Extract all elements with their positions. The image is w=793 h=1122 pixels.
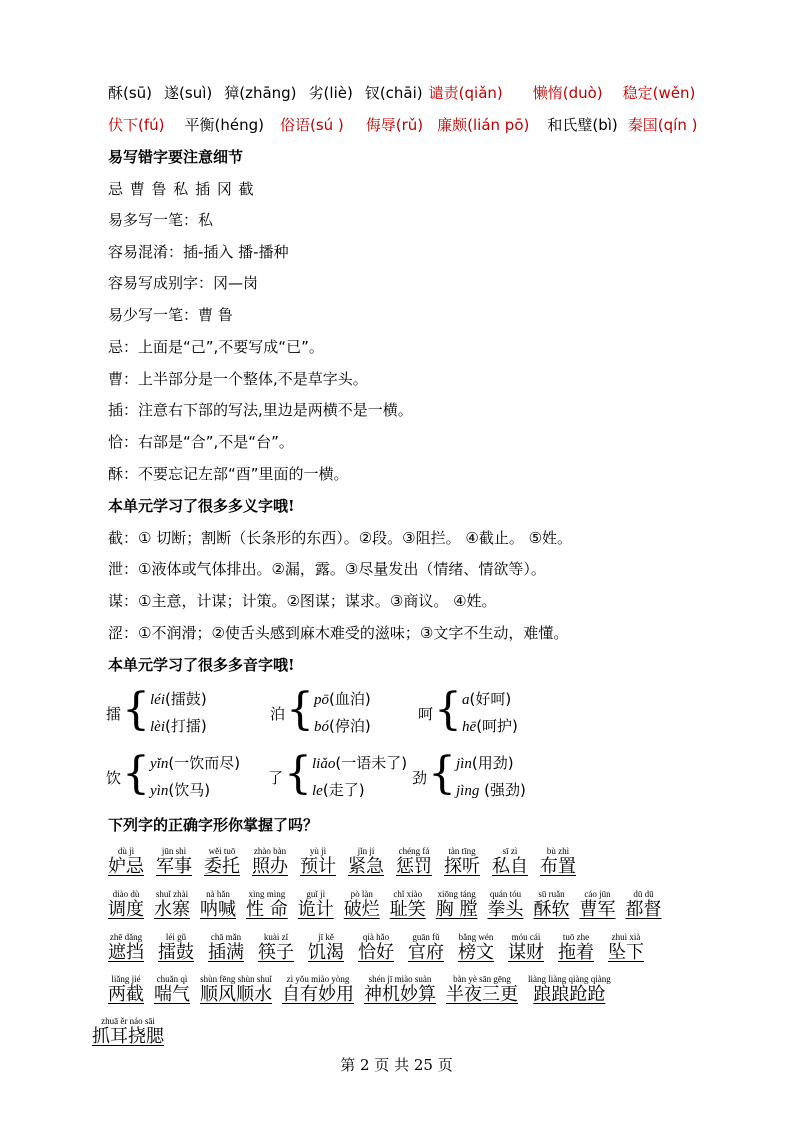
heading-correct-form: 下列字的正确字形你掌握了吗？ [108, 816, 319, 834]
heading-polyphone: 本单元学习了很多多音字哦! [108, 656, 295, 674]
pinyin-entry: 秦国(qín ) [627, 116, 698, 134]
ruby-chars: 半夜三更 [446, 984, 518, 1005]
ruby-word [579, 889, 615, 921]
ruby-chars: 拳头 [487, 899, 524, 920]
page-footer: 第 2 页 共 25 页 [340, 1056, 453, 1074]
ruby-word [108, 889, 144, 921]
ruby-chars: 耻笑 [389, 899, 426, 920]
ruby-pinyin: chéng fá [398, 846, 430, 856]
polyphone-group: 了 { liǎo(一语未了) le(走了) [268, 748, 408, 799]
polyphone-group: 擂 { léi(擂鼓) lèi(打擂) [106, 684, 207, 735]
ruby-word [408, 932, 444, 964]
ruby-chars: 诡计 [297, 899, 334, 920]
ruby-word [154, 974, 190, 1006]
pinyin-entry: 和氏璧(bì) [547, 116, 618, 134]
ruby-pinyin: jǐn jí [357, 846, 375, 856]
multi-meaning-1: 截：① 切断；割断（长条形的东西）。②段。③阻拦。 ④截止。 ⑤姓。 [108, 529, 573, 547]
ruby-word [608, 932, 644, 964]
ruby-pinyin: jūn shì [161, 846, 187, 856]
ruby-pinyin: dù jì [117, 846, 135, 856]
note-8: 恰：右部是“合”,不是“台”。 [108, 433, 294, 451]
note-4: 易少写一笔：曹 鲁 [108, 306, 233, 324]
polyphone-char: 了 [268, 768, 284, 787]
ruby-word [492, 846, 528, 878]
pinyin-entry: 稳定(wěn) [622, 84, 696, 102]
ruby-pinyin: zhē dǎng [109, 932, 143, 942]
multi-meaning-3: 谋：①主意，计谋；计策。②图谋；谋求。③商议。 ④姓。 [108, 592, 497, 610]
ruby-pinyin: xìng mìng [248, 889, 286, 899]
ruby-pinyin: chǐ xiào [393, 889, 423, 899]
ruby-pinyin: shùn fēng shùn shuǐ [200, 974, 272, 984]
ruby-pinyin: tuō zhe [562, 932, 590, 942]
ruby-chars: 自有妙用 [282, 984, 354, 1005]
ruby-word [154, 889, 190, 921]
ruby-chars: 官府 [408, 942, 444, 963]
ruby-word [390, 889, 426, 921]
ruby-pinyin: sī zì [502, 846, 518, 856]
ruby-chars: 曹军 [579, 899, 616, 920]
ruby-chars: 恰好 [358, 942, 394, 963]
ruby-chars: 榜文 [458, 942, 494, 963]
ruby-chars: 谋财 [508, 942, 544, 963]
ruby-chars: 顺风顺水 [200, 984, 272, 1005]
ruby-pinyin: nà hǎn [206, 889, 230, 899]
polyphone-char: 泊 [270, 704, 286, 723]
polyphone-group: 泊 { pō(血泊) bó(停泊) [270, 684, 371, 735]
ruby-word [436, 889, 478, 921]
ruby-chars: 都督 [625, 899, 662, 920]
ruby-chars: 探听 [444, 856, 480, 877]
ruby-word [92, 1016, 164, 1048]
ruby-pinyin: jī kě [318, 932, 334, 942]
note-5: 忌：上面是“己”,不要写成“已”。 [108, 338, 324, 356]
ruby-chars: 照办 [252, 856, 288, 877]
ruby-pinyin: qià hǎo [362, 932, 390, 942]
ruby-pinyin: móu cái [511, 932, 541, 942]
ruby-chars: 擂鼓 [158, 942, 194, 963]
ruby-word [108, 974, 144, 1006]
ruby-chars: 私自 [492, 856, 528, 877]
ruby-chars: 酥软 [533, 899, 570, 920]
ruby-word [444, 846, 480, 878]
ruby-word [558, 932, 594, 964]
ruby-pinyin: guān fǔ [412, 932, 440, 942]
heading-multi-meaning: 本单元学习了很多多义字哦! [108, 497, 295, 515]
polyphone-char: 劲 [412, 768, 428, 787]
ruby-pinyin: pò làn [350, 889, 373, 899]
ruby-pinyin: quán tóu [489, 889, 522, 899]
ruby-chars: 坠下 [608, 942, 644, 963]
ruby-pinyin: wěi tuō [208, 846, 236, 856]
ruby-word [200, 974, 272, 1006]
ruby-chars: 紧急 [348, 856, 384, 877]
ruby-chars: 呐喊 [200, 899, 236, 920]
ruby-chars: 军事 [156, 856, 192, 877]
ruby-word [533, 889, 569, 921]
pinyin-entry: 劣(liè) [308, 84, 353, 102]
ruby-word [258, 932, 294, 964]
ruby-chars: 水寨 [154, 899, 190, 920]
ruby-pinyin: zhuì xià [611, 932, 641, 942]
pinyin-entry: 遂(suì) [164, 84, 213, 102]
ruby-word [446, 974, 518, 1006]
ruby-word [528, 974, 611, 1006]
ruby-word [108, 846, 144, 878]
pinyin-entry: 侮辱(rǔ) [365, 116, 424, 134]
note-7: 插：注意右下部的写法,里边是两横不是一横。 [108, 401, 413, 419]
ruby-chars: 妒忌 [108, 856, 144, 877]
ruby-chars: 拖着 [558, 942, 594, 963]
ruby-pinyin: liǎng jié [111, 974, 141, 984]
ruby-word [156, 846, 192, 878]
note-2: 容易混淆：插-插入 播-播种 [108, 243, 289, 261]
pinyin-entry: 平衡(héng) [184, 116, 264, 134]
ruby-word [540, 846, 576, 878]
ruby-pinyin: kuài zǐ [263, 932, 289, 942]
ruby-word [508, 932, 544, 964]
note-3: 容易写成别字：冈—岗 [108, 274, 259, 292]
pinyin-entry: 酥(sū) [108, 84, 153, 102]
pinyin-entry: 廉颇(lián pō) [437, 116, 530, 134]
ruby-pinyin: bǎng wén [458, 932, 494, 942]
ruby-word [358, 932, 394, 964]
ruby-row-2 [108, 889, 661, 921]
ruby-pinyin: shén jī miào suàn [368, 974, 432, 984]
ruby-chars: 委托 [204, 856, 240, 877]
ruby-pinyin: chā mǎn [210, 932, 242, 942]
ruby-chars: 饥渴 [308, 942, 344, 963]
ruby-chars: 喘气 [154, 984, 190, 1005]
ruby-pinyin: zhuā ěr náo sāi [101, 1016, 155, 1026]
pinyin-entry: 俗语(sú ) [279, 116, 344, 134]
ruby-word [396, 846, 432, 878]
ruby-chars: 破烂 [343, 899, 380, 920]
ruby-pinyin: liàng liàng qiàng qiàng [528, 974, 611, 984]
polyphone-group: 饮 { yǐn(一饮而尽) yìn(饮马) [106, 748, 241, 799]
ruby-pinyin: shuǐ zhài [155, 889, 189, 899]
ruby-word [246, 889, 288, 921]
chars-line: 忌 曹 鲁 私 插 冈 截 [108, 180, 255, 198]
ruby-chars: 胸 膛 [435, 899, 478, 920]
ruby-chars: 布置 [540, 856, 576, 877]
ruby-chars: 踉踉跄跄 [533, 984, 606, 1005]
heading-errors: 易写错字要注意细节 [108, 148, 244, 166]
ruby-pinyin: tàn tīng [448, 846, 476, 856]
ruby-row-5 [92, 1016, 164, 1048]
multi-meaning-2: 泄：①液体或气体排出。②漏，露。③尽量发出（情绪、情欲等）。 [108, 560, 546, 578]
polyphone-char: 擂 [106, 704, 122, 723]
ruby-chars: 筷子 [258, 942, 294, 963]
pinyin-entry: 伏下(fú) [108, 116, 165, 134]
ruby-word [348, 846, 384, 878]
ruby-pinyin: zhào bàn [253, 846, 287, 856]
ruby-word [108, 932, 144, 964]
polyphone-group: 劲 { jìn(用劲) jìng (强劲) [412, 748, 526, 799]
ruby-chars: 遮挡 [108, 942, 144, 963]
ruby-pinyin: cáo jūn [584, 889, 611, 899]
ruby-word [158, 932, 194, 964]
polyphone-char: 饮 [106, 768, 122, 787]
ruby-chars: 两截 [108, 984, 144, 1005]
ruby-word [364, 974, 436, 1006]
note-6: 曹：上半部分是一个整体,不是草字头。 [108, 370, 368, 388]
ruby-chars: 调度 [108, 899, 144, 920]
ruby-chars: 惩罚 [396, 856, 432, 877]
pinyin-row-2 [108, 115, 697, 135]
ruby-word [625, 889, 661, 921]
ruby-pinyin: bù zhì [546, 846, 570, 856]
ruby-pinyin: zì yǒu miào yòng [286, 974, 350, 984]
ruby-pinyin: yù jì [309, 846, 327, 856]
pinyin-entry: 獐(zhāng) [224, 84, 297, 102]
ruby-chars: 插满 [208, 942, 244, 963]
ruby-row-4 [108, 974, 611, 1006]
ruby-pinyin: chuǎn qì [156, 974, 188, 984]
ruby-word [344, 889, 380, 921]
ruby-pinyin: bàn yè sān gēng [453, 974, 511, 984]
ruby-chars: 性 命 [246, 899, 288, 920]
pinyin-row-1 [108, 83, 695, 103]
ruby-row-3 [108, 932, 644, 964]
note-9: 酥：不要忘记左部“酉”里面的一横。 [108, 465, 349, 483]
ruby-word [282, 974, 354, 1006]
polyphone-char: 呵 [418, 704, 434, 723]
ruby-word [300, 846, 336, 878]
pinyin-entry: 谴责(qiǎn) [428, 84, 503, 102]
ruby-chars: 抓耳挠腮 [92, 1026, 164, 1047]
ruby-pinyin: xiōng táng [437, 889, 476, 899]
ruby-pinyin: diào dù [112, 889, 140, 899]
ruby-word [458, 932, 494, 964]
ruby-word [204, 846, 240, 878]
note-1: 易多写一笔：私 [108, 211, 214, 229]
ruby-row-1 [108, 846, 576, 878]
pinyin-entry: 钗(chāi) [364, 84, 423, 102]
ruby-pinyin: dū dū [633, 889, 654, 899]
ruby-pinyin: sū ruǎn [538, 889, 565, 899]
pinyin-entry: 懒惰(duò) [532, 84, 603, 102]
ruby-word [308, 932, 344, 964]
ruby-word [298, 889, 334, 921]
ruby-word [200, 889, 236, 921]
ruby-word [487, 889, 523, 921]
ruby-word [208, 932, 244, 964]
polyphone-group: 呵 { a(好呵) hē(呵护) [418, 684, 518, 735]
ruby-chars: 预计 [300, 856, 336, 877]
multi-meaning-4: 涩：①不润滑；②使舌头感到麻木难受的滋味；③文字不生动，难懂。 [108, 624, 569, 642]
ruby-pinyin: léi gǔ [165, 932, 187, 942]
ruby-pinyin: guǐ jì [306, 889, 326, 899]
ruby-word [252, 846, 288, 878]
ruby-chars: 神机妙算 [364, 984, 436, 1005]
